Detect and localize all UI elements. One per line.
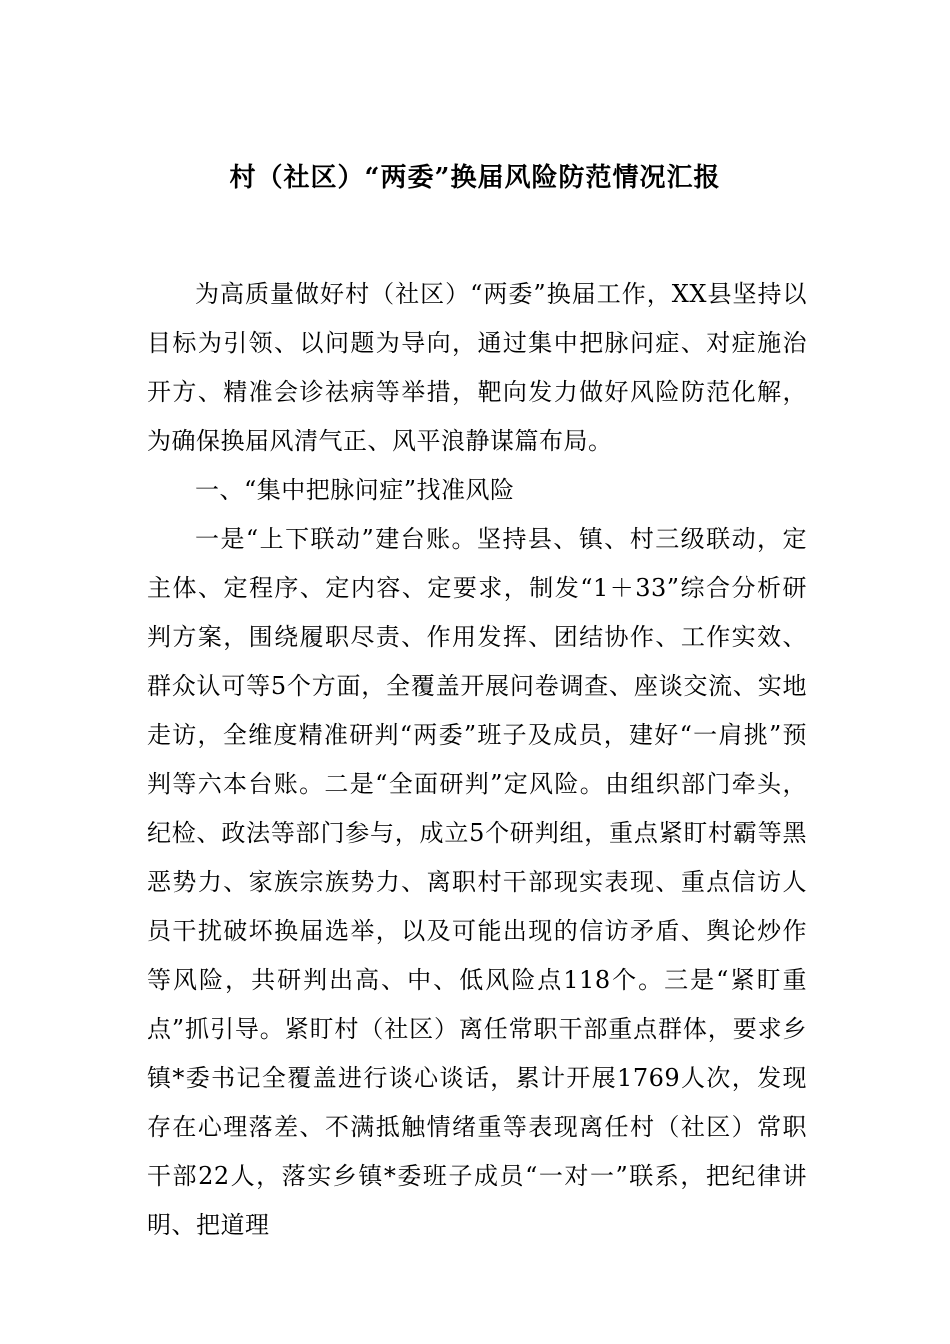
document-body: [147, 270, 807, 1250]
document-title: 村（社区）“两委”换届风险防范情况汇报: [229, 163, 721, 193]
body-paragraph: 一是“上下联动”建台账。坚持县、镇、村三级联动，定主体、定程序、定内容、定要求，制发“1＋33”综合分析研判方案，围绕履职尽责、作用发挥、团结协作、工作实效、群众认可等5个方面，全覆盖开展问卷调查、座谈交流、实地走访，全维度精准研判“两委”班子及成员，建好“一肩挑”预判等六本台账。二是“全面研判”定风险。由组织部门牵头，纪检、政法等部门参与，成立5个研判组，重点紧盯村霸等黑恶势力、家族宗族势力、离职村干部现实表现、重点信访人员干扰破坏换届选举，以及可能出现的信访矛盾、舆论炒作等风险，共研判出高、中、低风险点118个。三是“紧盯重点”抓引导。紧盯村（社区）离任常职干部重点群体，要求乡镇*委书记全覆盖进行谈心谈话，累计开展1769人次，发现存在心理落差、不满抵触情绪重等表现离任村（社区）常职干部22人，落实乡镇*委班子成员“一对一”联系，把纪律讲明、把道理: [147, 525, 807, 1239]
section-heading-1: 一、“集中把脉问症”找准风险: [195, 476, 515, 504]
intro-paragraph: 为高质量做好村（社区）“两委”换届工作，XX县坚持以目标为引领、以问题为导向，通过集中把脉问症、对症施治开方、精准会诊祛病等举措，靶向发力做好风险防范化解，为确保换届风清气正、风平浪静谋篇布局。: [147, 280, 807, 455]
